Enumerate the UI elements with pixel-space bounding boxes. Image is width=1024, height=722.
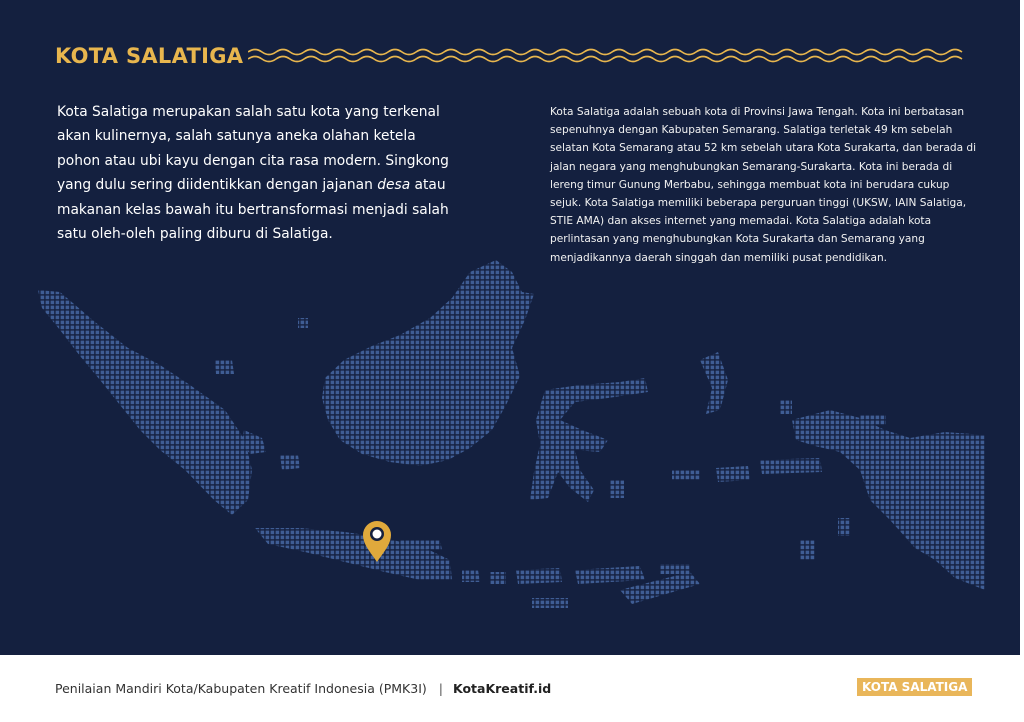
map-island-lombok [490,572,506,584]
map-island-tanimbar [800,540,815,560]
map-island-moti [780,400,792,414]
footer-program: Penilaian Mandiri Kota/Kabupaten Kreatif Indonesia (PMK3I) [55,681,427,696]
map-island-java [255,528,452,580]
map-island-seram [760,458,822,474]
map-island-natuna [298,318,308,328]
map-island-biak [860,415,886,425]
map-island-belitung [280,455,300,470]
footer [55,681,551,696]
city-badge: KOTA SALATIGA [857,678,972,696]
map-island-flores [575,566,645,584]
map-island-sula [672,470,700,480]
map-island-madura [400,540,442,550]
intro-text-part2: atau makanan kelas bawah itu bertransformasi menjadi salah satu oleh-oleh paling diburu di Salatiga. [57,177,449,243]
map-island-riau [215,360,234,374]
map-island-sumba [532,598,568,608]
map-island-halmahera [700,352,728,414]
map-island-sumatra [38,290,252,515]
description-paragraph: Kota Salatiga adalah sebuah kota di Provinsi Jawa Tengah. Kota ini berbatasan sepenuhnya dengan Kabupaten Semarang. Salatiga terletak 49 km sebelah selatan Kota Semarang atau 52 km sebelah utara Kota Surakarta, dan berada di jalan negara yang menghubungkan Semarang-Surakarta. Kota ini berada di lereng timur Gunung Merbabu, sehingga membuat kota ini berudara cukup sejuk. Kota Salatiga memiliki beberapa perguruan tinggi (UKSW, IAIN Salatiga, STIE AMA) dan akses internet yang memadai. Kota Salatiga adalah kota perlintasan yang menghubungkan Kota Surakarta dan Semarang yang menjadikannya daerah singgah dan memiliki pusat pendidikan. [550,106,977,264]
intro-emphasis: desa [377,177,411,194]
map-island-buton [610,480,624,498]
map-island-kei [838,518,850,536]
intro-text-part1: Kota Salatiga merupakan salah satu kota yang terkenal akan kulinernya, salah satunya aneka olahan ketela pohon atau ubi kayu dengan cita rasa modern. Singkong yang dulu sering diidentikkan dengan jajanan [57,104,449,194]
map-island-alor [660,564,690,574]
footer-website-link[interactable]: KotaKreatif.id [452,681,552,696]
footer-separator: | [438,681,443,696]
map-island-bali [462,570,480,582]
page-title: KOTA SALATIGA [55,44,244,68]
decorative-wave-divider [248,46,966,66]
map-island-sumbawa [516,568,562,584]
map-island-kalimantan [322,260,534,466]
map-island-sulawesi [530,378,648,502]
map-island-papua [792,410,985,590]
map-island-buru [716,466,750,482]
intro-paragraph [57,100,457,246]
